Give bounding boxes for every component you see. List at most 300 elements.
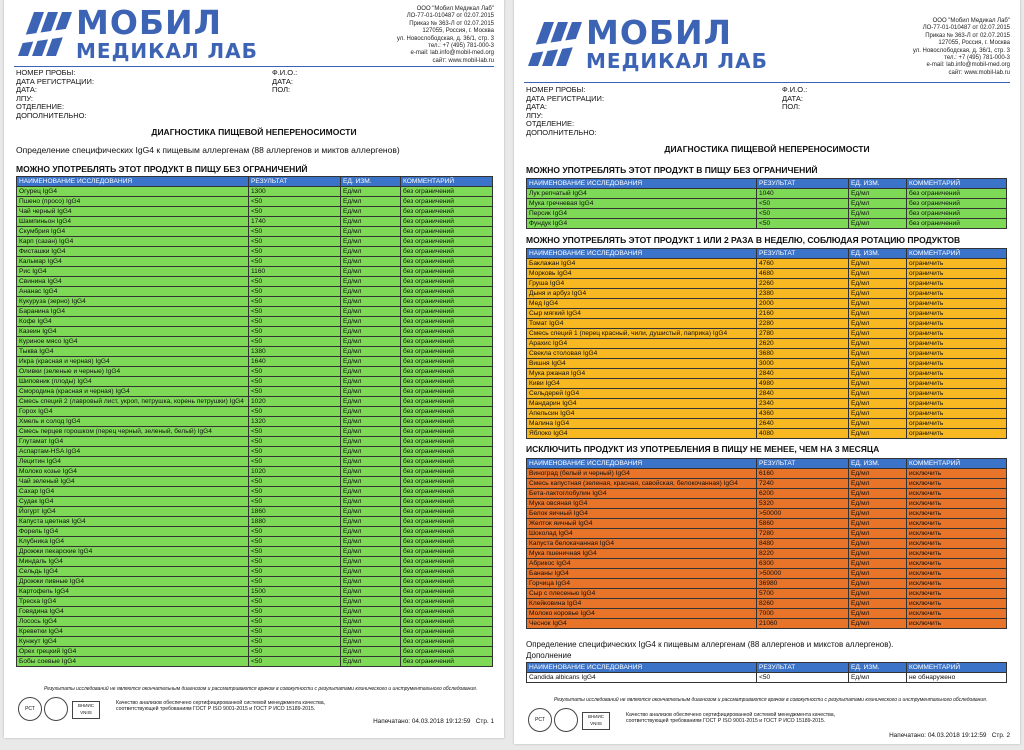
field-sample: НОМЕР ПРОБЫ: [16, 68, 76, 77]
cell-name: Абрикос IgG4 [527, 559, 757, 569]
table-row [527, 673, 1007, 683]
cell-name: Карп (сазан) IgG4 [17, 237, 249, 247]
cell-unit: Ед/мл [849, 189, 907, 199]
cell-comment: без ограничений [907, 219, 1007, 229]
field-sex: ПОЛ: [782, 102, 801, 112]
cell-comment: ограничить [907, 259, 1007, 269]
cell-name: Сыр мягкий IgG4 [527, 309, 757, 319]
cell-result: <50 [249, 297, 341, 307]
cell-unit: Ед/мл [341, 447, 401, 457]
cell-name: Желток яичный IgG4 [527, 519, 757, 529]
cell-unit: Ед/мл [341, 407, 401, 417]
cell-name: Бананы IgG4 [527, 569, 757, 579]
cell-name: Тыква IgG4 [17, 347, 249, 357]
cell-result: 4680 [757, 269, 849, 279]
cell-comment: без ограничений [401, 427, 493, 437]
field-fio: Ф.И.О.: [782, 85, 808, 94]
table-row [527, 199, 1007, 209]
table-row [527, 599, 1007, 609]
cell-comment: ограничить [907, 419, 1007, 429]
vniis-badge-icon: ВНИИС VNIIS [582, 712, 610, 730]
cell-comment: без ограничений [401, 437, 493, 447]
cell-unit: Ед/мл [341, 547, 401, 557]
col-unit-header: ЕД. ИЗМ. [849, 179, 907, 189]
col-comment-header: КОММЕНТАРИЙ [907, 459, 1007, 469]
table-row [527, 399, 1007, 409]
footer-disclaimer: Результаты исследований не являются окончательным диагнозом и рассматриваются врачом в совокупности с результатами клинического и инструментального обследования. [554, 697, 988, 703]
cell-result: 1640 [249, 357, 341, 367]
cell-name: Мандарин IgG4 [527, 399, 757, 409]
cell-result: <50 [249, 277, 341, 287]
field-extra: ДОПОЛНИТЕЛЬНО: [526, 127, 597, 137]
cell-name: Смесь специй 1 (перец красный, чили, душистый, паприка) IgG4 [527, 329, 757, 339]
table-row [17, 527, 493, 537]
table-row [17, 537, 493, 547]
cell-comment: исключить [907, 549, 1007, 559]
cell-result: <50 [249, 367, 341, 377]
cell-unit: Ед/мл [849, 479, 907, 489]
cell-name: Смесь специй 2 (лавровый лист, укроп, петрушка, корень петрушки) IgG4 [17, 397, 249, 407]
table-row [17, 327, 493, 337]
cell-result: 4360 [757, 409, 849, 419]
report-subtitle: Определение специфических IgG4 к пищевым аллергенам (88 аллергенов и миктов аллергенов) [16, 145, 400, 155]
col-result-header: РЕЗУЛЬТАТ [757, 179, 849, 189]
report-page-2 [514, 0, 1020, 744]
cell-comment: без ограничений [401, 247, 493, 257]
cell-result: 21060 [757, 619, 849, 629]
quality-line2: соответствующей требованиям ГОСТ Р ISO 9001-2015 и ГОСТ Р ИСО 15189-2015. [626, 718, 826, 725]
cell-result: 2260 [757, 279, 849, 289]
col-result-header: РЕЗУЛЬТАТ [757, 249, 849, 259]
table-row [527, 269, 1007, 279]
cell-name: Огурец IgG4 [17, 187, 249, 197]
cell-name: Candida albicans IgG4 [527, 673, 757, 683]
cell-result: 1020 [249, 467, 341, 477]
cell-name: Смесь капустная (зеленая, красная, савойская, белокочанная) IgG4 [527, 479, 757, 489]
cell-result: <50 [249, 237, 341, 247]
table-row [17, 647, 493, 657]
table-row [527, 619, 1007, 629]
table-row [527, 479, 1007, 489]
cell-unit: Ед/мл [341, 557, 401, 567]
cell-result: <50 [249, 487, 341, 497]
cell-comment: исключить [907, 589, 1007, 599]
company-postcode: 127055, Россия, г. Москва [938, 40, 1010, 47]
table-row [17, 437, 493, 447]
cell-result: <50 [249, 527, 341, 537]
table-row [527, 379, 1007, 389]
cell-comment: без ограничений [401, 317, 493, 327]
cell-comment: исключить [907, 539, 1007, 549]
cell-name: Йогурт IgG4 [17, 507, 249, 517]
cell-comment: без ограничений [401, 227, 493, 237]
cell-name: Томат IgG4 [527, 319, 757, 329]
cell-name: Лук репчатый IgG4 [527, 189, 757, 199]
cell-result: <50 [249, 457, 341, 467]
cell-comment: исключить [907, 469, 1007, 479]
table-row [17, 657, 493, 667]
cell-unit: Ед/мл [341, 417, 401, 427]
cell-result: 4080 [757, 429, 849, 439]
cell-name: Скумбрия IgG4 [17, 227, 249, 237]
cell-name: Вишня IgG4 [527, 359, 757, 369]
cert-logos [18, 697, 108, 721]
cell-unit: Ед/мл [341, 527, 401, 537]
cell-unit: Ед/мл [849, 619, 907, 629]
cell-unit: Ед/мл [341, 597, 401, 607]
cell-comment: без ограничений [401, 377, 493, 387]
col-result-header: РЕЗУЛЬТАТ [757, 663, 849, 673]
page-number: Стр. 1 [475, 718, 494, 725]
cell-result: 2000 [757, 299, 849, 309]
cell-result: <50 [249, 447, 341, 457]
cert-seal-icon [44, 697, 68, 721]
table-row [17, 477, 493, 487]
cell-comment: исключить [907, 619, 1007, 629]
cell-comment: без ограничений [401, 257, 493, 267]
cell-result: 2780 [757, 329, 849, 339]
quality-text [626, 712, 835, 725]
table-row [17, 237, 493, 247]
table-row [17, 297, 493, 307]
cell-unit: Ед/мл [849, 509, 907, 519]
cell-unit: Ед/мл [341, 267, 401, 277]
cell-name: Морковь IgG4 [527, 269, 757, 279]
cell-result: <50 [249, 647, 341, 657]
cell-result: <50 [249, 637, 341, 647]
cell-result: <50 [249, 227, 341, 237]
cell-comment: ограничить [907, 409, 1007, 419]
cell-unit: Ед/мл [849, 389, 907, 399]
cell-name: Клейковина IgG4 [527, 599, 757, 609]
company-order: Приказ № 363-Л от 02.07.2015 [925, 32, 1010, 39]
cell-result: 4760 [757, 259, 849, 269]
cell-unit: Ед/мл [341, 437, 401, 447]
cell-name: Свекла столовая IgG4 [527, 349, 757, 359]
cell-result: 7240 [757, 479, 849, 489]
cell-comment: без ограничений [401, 487, 493, 497]
cell-name: Смородина (красная и черная) IgG4 [17, 387, 249, 397]
table-row [17, 207, 493, 217]
cell-result: 1380 [249, 347, 341, 357]
cell-comment: исключить [907, 519, 1007, 529]
cell-result: 5860 [757, 519, 849, 529]
field-date2: ДАТА: [272, 76, 293, 86]
cell-unit: Ед/мл [341, 387, 401, 397]
cell-name: Дыня и арбуз IgG4 [527, 289, 757, 299]
cell-unit: Ед/мл [341, 197, 401, 207]
cell-unit: Ед/мл [849, 349, 907, 359]
cell-name: Молоко козье IgG4 [17, 467, 249, 477]
col-result-header: РЕЗУЛЬТАТ [249, 177, 341, 187]
table-row [17, 197, 493, 207]
company-phone: тел.: +7 (495) 781-000-3 [428, 43, 494, 50]
table-row [17, 557, 493, 567]
col-name-header: НАИМЕНОВАНИЕ ИССЛЕДОВАНИЯ [527, 179, 757, 189]
table-row [17, 567, 493, 577]
cell-name: Персик IgG4 [527, 209, 757, 219]
cell-name: Горох IgG4 [17, 407, 249, 417]
table-row [17, 617, 493, 627]
cell-name: Шампиньон IgG4 [17, 217, 249, 227]
logo-line2: МЕДИКАЛ ЛАБ [76, 39, 258, 63]
cell-result: <50 [249, 567, 341, 577]
cell-unit: Ед/мл [849, 319, 907, 329]
cell-comment: ограничить [907, 369, 1007, 379]
cell-result: 1740 [249, 217, 341, 227]
cell-unit: Ед/мл [849, 549, 907, 559]
cert-logos [528, 708, 618, 732]
cell-comment: ограничить [907, 379, 1007, 389]
col-name-header: НАИМЕНОВАНИЕ ИССЛЕДОВАНИЯ [527, 663, 757, 673]
cell-name: Кукуруза (зерно) IgG4 [17, 297, 249, 307]
cell-unit: Ед/мл [849, 339, 907, 349]
field-date2: ДАТА: [782, 93, 803, 103]
cell-comment: без ограничений [401, 237, 493, 247]
quality-line2: соответствующей требованиям ГОСТ Р ISO 9001-2015 и ГОСТ Р ИСО 15189-2015. [116, 706, 316, 713]
cell-result: <50 [249, 377, 341, 387]
company-order: Приказ № 363-Л от 02.07.2015 [409, 20, 494, 27]
cell-unit: Ед/мл [849, 269, 907, 279]
field-fio: Ф.И.О.: [272, 68, 298, 77]
cell-comment: без ограничений [401, 597, 493, 607]
cell-name: Кальмар IgG4 [17, 257, 249, 267]
cell-comment: ограничить [907, 329, 1007, 339]
table-row [17, 387, 493, 397]
cell-unit: Ед/мл [341, 517, 401, 527]
cell-unit: Ед/мл [341, 297, 401, 307]
cell-result: 36980 [757, 579, 849, 589]
cell-unit: Ед/мл [849, 609, 907, 619]
cell-comment: без ограничений [401, 307, 493, 317]
cell-result: <50 [757, 219, 849, 229]
table-row [17, 247, 493, 257]
cell-unit: Ед/мл [341, 627, 401, 637]
col-comment-header: КОММЕНТАРИЙ [907, 249, 1007, 259]
table-row [17, 317, 493, 327]
table-row [17, 507, 493, 517]
cell-comment: ограничить [907, 339, 1007, 349]
table-row [527, 609, 1007, 619]
cell-name: Свинина IgG4 [17, 277, 249, 287]
cell-unit: Ед/мл [849, 429, 907, 439]
cell-comment: ограничить [907, 269, 1007, 279]
cell-unit: Ед/мл [341, 487, 401, 497]
cell-result: <50 [249, 257, 341, 267]
printed-date: Напечатано: 04.03.2018 19:12:59 [373, 718, 471, 725]
table-row [527, 259, 1007, 269]
cell-name: Шоколад IgG4 [527, 529, 757, 539]
cell-result: <50 [249, 537, 341, 547]
cell-unit: Ед/мл [341, 367, 401, 377]
col-comment-header: КОММЕНТАРИЙ [401, 177, 493, 187]
cell-result: 2840 [757, 389, 849, 399]
cell-comment: без ограничений [401, 627, 493, 637]
cell-comment: ограничить [907, 399, 1007, 409]
cell-result: <50 [249, 577, 341, 587]
report-title: ДИАГНОСТИКА ПИЩЕВОЙ НЕПЕРЕНОСИМОСТИ [664, 144, 870, 154]
cell-name: Баранина IgG4 [17, 307, 249, 317]
header-divider [524, 82, 1010, 83]
field-lpu: ЛПУ: [526, 110, 543, 120]
cell-comment: ограничить [907, 319, 1007, 329]
cell-name: Чай зеленый IgG4 [17, 477, 249, 487]
cell-unit: Ед/мл [341, 247, 401, 257]
cell-comment: без ограничений [401, 277, 493, 287]
cell-unit: Ед/мл [849, 559, 907, 569]
cell-unit: Ед/мл [341, 657, 401, 667]
table-row [17, 257, 493, 267]
cell-comment: исключить [907, 559, 1007, 569]
table-row [17, 427, 493, 437]
cell-name: Лосось IgG4 [17, 617, 249, 627]
logo-mark-icon [16, 6, 74, 62]
cell-name: Миндаль IgG4 [17, 557, 249, 567]
cell-unit: Ед/мл [849, 309, 907, 319]
table-row [17, 547, 493, 557]
col-name-header: НАИМЕНОВАНИЕ ИССЛЕДОВАНИЯ [17, 177, 249, 187]
cell-comment: без ограничений [401, 547, 493, 557]
cell-comment: без ограничений [401, 457, 493, 467]
table-row [17, 267, 493, 277]
cell-name: Дрожжи пекарские IgG4 [17, 547, 249, 557]
table-header-row [527, 459, 1007, 469]
cell-result: 6200 [757, 489, 849, 499]
cell-unit: Ед/мл [341, 507, 401, 517]
cell-name: Оливки (зеленые и черные) IgG4 [17, 367, 249, 377]
cell-result: <50 [249, 337, 341, 347]
results-table-green [16, 176, 493, 667]
table-header-row [527, 249, 1007, 259]
cell-result: 1320 [249, 417, 341, 427]
table-row [17, 337, 493, 347]
cert-seal-icon [554, 708, 578, 732]
cell-unit: Ед/мл [849, 379, 907, 389]
section-orange-title: ИСКЛЮЧИТЬ ПРОДУКТ ИЗ УПОТРЕБЛЕНИЯ В ПИЩУ НЕ МЕНЕЕ, ЧЕМ НА 3 МЕСЯЦА [526, 444, 880, 454]
cell-unit: Ед/мл [341, 327, 401, 337]
cell-unit: Ед/мл [849, 529, 907, 539]
cell-name: Сахар IgG4 [17, 487, 249, 497]
cell-unit: Ед/мл [849, 299, 907, 309]
logo-line1: МОБИЛ [586, 13, 733, 52]
cell-name: Яблоко IgG4 [527, 429, 757, 439]
cell-unit: Ед/мл [341, 207, 401, 217]
cell-comment: исключить [907, 499, 1007, 509]
cell-comment: ограничить [907, 359, 1007, 369]
cell-comment: без ограничений [401, 587, 493, 597]
cell-comment: без ограничений [401, 217, 493, 227]
cell-name: Мука пшеничная IgG4 [527, 549, 757, 559]
cell-name: Креветки IgG4 [17, 627, 249, 637]
table-row [527, 469, 1007, 479]
cell-unit: Ед/мл [341, 617, 401, 627]
cell-name: Сельдь IgG4 [17, 567, 249, 577]
cell-name: Белок яичный IgG4 [527, 509, 757, 519]
table-row [17, 517, 493, 527]
table-row [17, 417, 493, 427]
table-row [17, 447, 493, 457]
table-row [17, 397, 493, 407]
table-header-row [527, 179, 1007, 189]
cell-result: <50 [249, 327, 341, 337]
cell-name: Бета-лактоглобулин IgG4 [527, 489, 757, 499]
company-info [397, 6, 494, 65]
table-row [17, 457, 493, 467]
cell-comment: без ограничений [401, 567, 493, 577]
table-row [17, 277, 493, 287]
cell-result: <50 [249, 617, 341, 627]
table-row [17, 217, 493, 227]
cell-result: 1500 [249, 587, 341, 597]
cell-comment: без ограничений [401, 647, 493, 657]
cell-comment: без ограничений [401, 477, 493, 487]
cell-comment: без ограничений [401, 607, 493, 617]
cell-comment: без ограничений [401, 327, 493, 337]
cell-unit: Ед/мл [341, 497, 401, 507]
cell-result: <50 [757, 673, 849, 683]
cell-unit: Ед/мл [849, 279, 907, 289]
table-row [527, 359, 1007, 369]
cell-result: <50 [249, 437, 341, 447]
cell-result: 2640 [757, 419, 849, 429]
company-email: e-mail: lab.info@mobil-med.org [926, 62, 1010, 69]
cell-name: Форель IgG4 [17, 527, 249, 537]
cell-name: Мед IgG4 [527, 299, 757, 309]
table-row [527, 539, 1007, 549]
cell-name: Куриное мясо IgG4 [17, 337, 249, 347]
cell-name: Бобы соевые IgG4 [17, 657, 249, 667]
cell-name: Баклажан IgG4 [527, 259, 757, 269]
cell-unit: Ед/мл [341, 237, 401, 247]
cell-name: Смесь перцев горошком (перец черный, зеленый, белый) IgG4 [17, 427, 249, 437]
table-row [527, 529, 1007, 539]
cell-result: <50 [249, 657, 341, 667]
cell-result: 2620 [757, 339, 849, 349]
table-row [17, 227, 493, 237]
quality-line1: Качество анализов обеспечено сертифицированной системой менеджмента качества, [116, 700, 326, 706]
cell-comment: без ограничений [401, 387, 493, 397]
printed-footer [889, 732, 1010, 739]
cell-result: <50 [249, 387, 341, 397]
cell-unit: Ед/мл [341, 537, 401, 547]
cell-unit: Ед/мл [341, 287, 401, 297]
cell-name: Картофель IgG4 [17, 587, 249, 597]
cell-result: <50 [249, 497, 341, 507]
table-row [17, 287, 493, 297]
cell-result: 6300 [757, 559, 849, 569]
table-row [527, 329, 1007, 339]
table-row [17, 357, 493, 367]
cell-comment: без ограничений [401, 207, 493, 217]
cell-unit: Ед/мл [849, 199, 907, 209]
table-row [527, 209, 1007, 219]
field-date: ДАТА: [16, 85, 37, 95]
cell-comment: без ограничений [401, 527, 493, 537]
cell-unit: Ед/мл [341, 187, 401, 197]
table-row [17, 587, 493, 597]
cell-comment: исключить [907, 489, 1007, 499]
cell-unit: Ед/мл [341, 607, 401, 617]
company-email: e-mail: lab.info@mobil-med.org [410, 50, 494, 57]
cell-name: Говядина IgG4 [17, 607, 249, 617]
cell-comment: без ограничений [401, 507, 493, 517]
col-unit-header: ЕД. ИЗМ. [341, 177, 401, 187]
cell-result: 5320 [757, 499, 849, 509]
cell-name: Лецитин IgG4 [17, 457, 249, 467]
cell-comment: без ограничений [401, 397, 493, 407]
cell-name: Аспартам-HSA IgG4 [17, 447, 249, 457]
cell-name: Капуста белокачанная IgG4 [527, 539, 757, 549]
